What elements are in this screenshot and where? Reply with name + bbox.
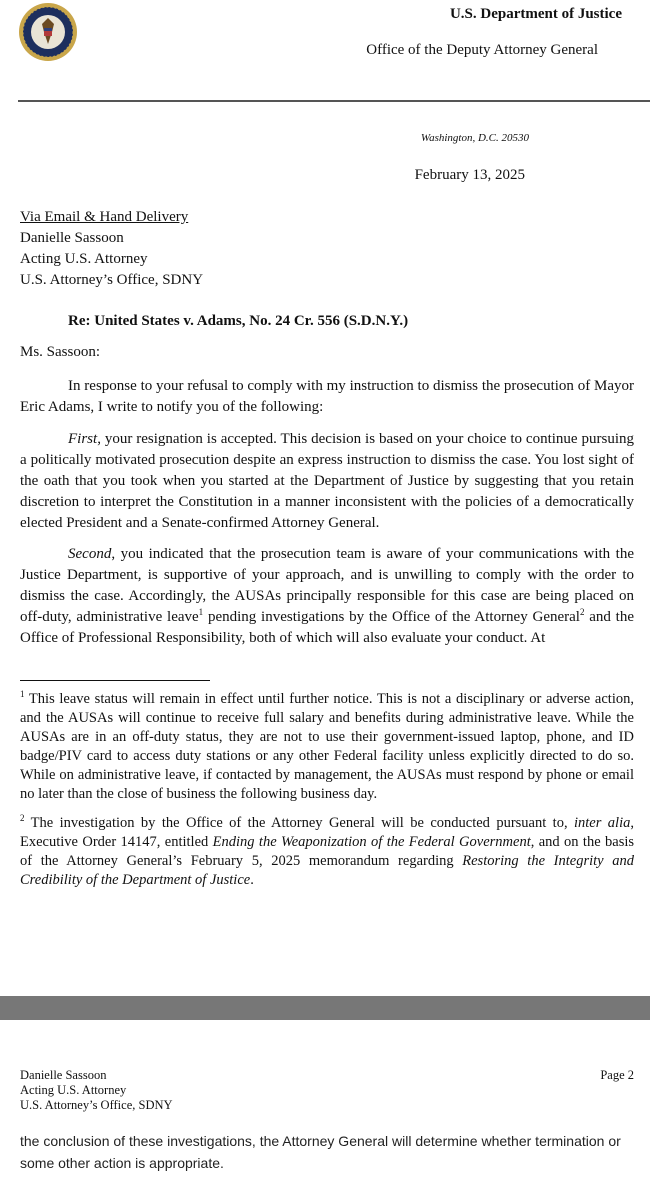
- footnote-1: [20, 690, 634, 804]
- body-paragraph-1: In response to your refusal to comply with my instruction to dismiss the prosecution of Mayor Eric Adams, I write to notify you of the following:: [20, 378, 634, 415]
- recipient-title: Acting U.S. Attorney: [20, 251, 148, 267]
- page-break-bar: [0, 996, 650, 1020]
- page2-recipient-name: Danielle Sassoon: [20, 1068, 107, 1082]
- body-paragraph-2: [20, 429, 634, 534]
- page2-recipient-title: Acting U.S. Attorney: [20, 1083, 127, 1097]
- agency-name: U.S. Department of Justice: [449, 6, 622, 22]
- doj-seal-icon: [18, 2, 78, 62]
- footnote-ref-1: 1: [198, 607, 204, 617]
- body-paragraph-3: [20, 544, 634, 649]
- letter-place: Washington, D.C. 20530: [420, 132, 529, 144]
- second-lead: Second: [68, 546, 112, 562]
- paragraph-3-text-a: , you indicated that the prosecution team is aware of your communications with the Justice Department, is supportive of your approach, and is unwilling to comply with the order to dismiss the case. Accordingly, the AUSAs principally responsible for this case are being placed on off-duty, administrative leave: [20, 546, 634, 625]
- subject-line: Re: United States v. Adams, No. 24 Cr. 556 (S.D.N.Y.): [68, 313, 409, 329]
- footnote-1-text: This leave status will remain in effect until further notice. This is not a disciplinary or adverse action, and the AUSAs will continue to receive full salary and benefits during administrative leave. While the AUSAs are in an off-duty status, they are not to use their government-issued laptop, phone, and ID badge/PIV card to access duty stations or any other Federal facility unless explicitly directed to do so. While on administrative leave, if contacted by management, the AUSAs must respond by phone or email no later than the close of business the following business day.: [20, 691, 634, 802]
- footnote-2-text-d: .: [250, 872, 254, 888]
- delivery-method: Via Email & Hand Delivery: [20, 209, 189, 225]
- page2-header: [20, 1068, 173, 1113]
- paragraph-2-text: , your resignation is accepted. This decision is based on your choice to continue pursuing a politically motivated prosecution despite an express instruction to dismiss the case. You lost sight of the oath that you took when you started at the Department of Justice by suggesting that you retain discretion to interpret the Constitution in a manner inconsistent with the policies of a democratically elected President and a Senate-confirmed Attorney General.: [20, 431, 634, 531]
- paragraph-3-text-b: pending investigations by the Office of the Attorney General: [203, 609, 580, 625]
- office-name: Office of the Deputy Attorney General: [366, 42, 598, 58]
- first-lead: First: [68, 431, 98, 447]
- footnote-2-text-a: The investigation by the Office of the Attorney General will be conducted pursuant to,: [24, 815, 574, 831]
- footnote-2-italic-1: inter alia: [574, 815, 631, 831]
- footnote-2: [20, 814, 634, 890]
- recipient-office: U.S. Attorney’s Office, SDNY: [20, 272, 204, 288]
- footnote-2-text-c: , and on the basis of the Attorney General’s February 5, 2025 memorandum regarding: [20, 834, 635, 869]
- header-rule: [18, 100, 650, 102]
- paragraph-3-text-c: and the Office of Professional Responsibility, both of which will also evaluate your conduct. At: [20, 609, 635, 646]
- footnote-2-mark: 2: [20, 813, 25, 824]
- footnote-2-text-b: , Executive Order 14147, entitled: [20, 815, 634, 850]
- footnote-1-mark: 1: [20, 689, 25, 700]
- footnote-2-italic-3: Restoring the Integrity and Credibility of the Department of Justice: [20, 853, 634, 888]
- continuation-paragraph: the conclusion of these investigations, the Attorney General will determine whether termination or some other action is appropriate.: [20, 1133, 621, 1171]
- salutation: Ms. Sassoon:: [20, 344, 101, 360]
- footnote-2-italic-2: Ending the Weaponization of the Federal Government: [212, 834, 531, 850]
- page-number: Page 2: [600, 1068, 634, 1082]
- footnote-rule: [20, 680, 210, 681]
- letter-date: February 13, 2025: [414, 167, 525, 183]
- page2-recipient-office: U.S. Attorney’s Office, SDNY: [20, 1098, 173, 1112]
- recipient-name: Danielle Sassoon: [20, 230, 124, 246]
- footnote-ref-2: 2: [579, 607, 585, 617]
